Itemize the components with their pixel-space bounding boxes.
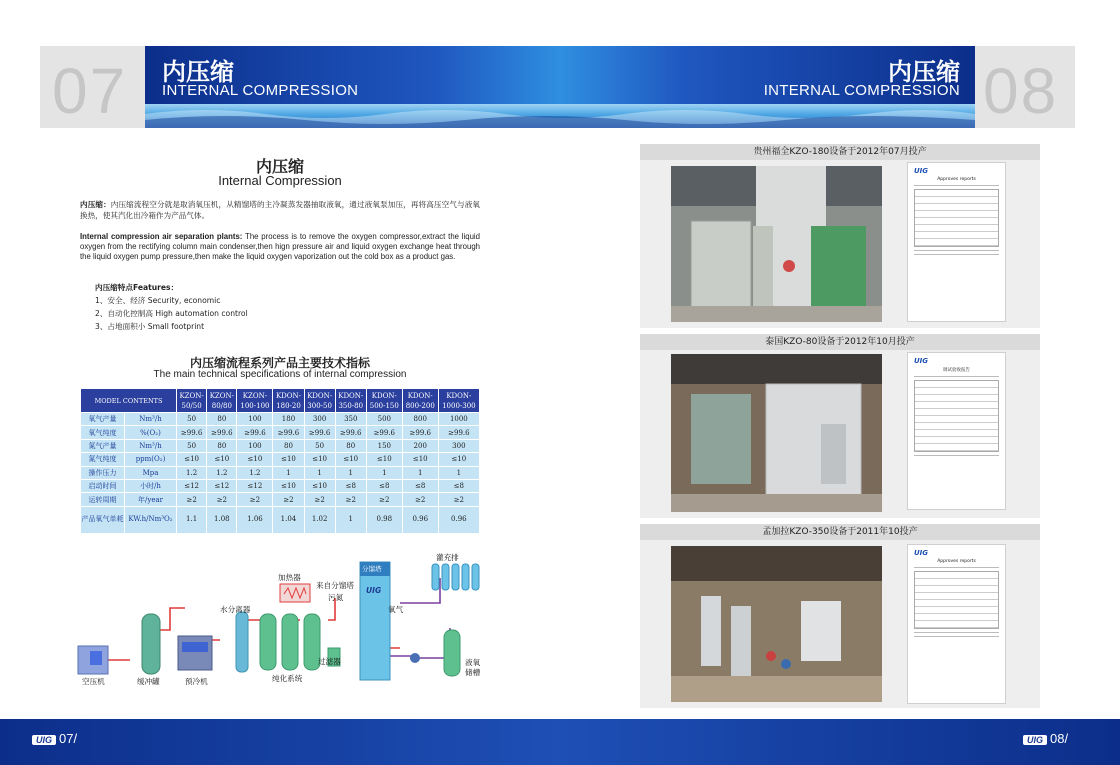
row-unit: %(O₂)	[125, 426, 177, 439]
table-cell: 80	[335, 439, 366, 452]
flow-label-oxygen: 氧气	[388, 605, 404, 614]
flow-label-water-separator: 水分离器	[220, 605, 251, 614]
table-cell: ≤10	[273, 479, 304, 492]
table-cell: 1	[273, 466, 304, 479]
spec-header-model: KDON- 800-200	[402, 389, 438, 413]
features-title: 内压缩特点Features：	[95, 283, 179, 292]
spec-header-model: KDON- 350-80	[335, 389, 366, 413]
table-cell: ≤10	[438, 453, 479, 466]
intro-text-en: The process is to remove the oxygen compressor,extract the liquid oxygen from the rectifying column main condenser,then hign pressure air and liquid oxygen exchange heat through the liquid oxygen pump pressure,then make the liquid oxygen vaporization out the cold box as a product gas.	[80, 232, 480, 261]
spec-header-model: KZON- 80/80	[207, 389, 237, 413]
table-cell: 1.08	[207, 506, 237, 533]
flow-label-filling-rack: 灌充排	[436, 553, 459, 562]
table-cell: 80	[273, 439, 304, 452]
approval-report-1	[907, 162, 1006, 322]
table-cell: ≥99.6	[304, 426, 335, 439]
row-label: 氮气产量	[81, 439, 125, 452]
row-unit: Mpa	[125, 466, 177, 479]
flow-label-purifier: 纯化系统	[272, 674, 303, 683]
flow-label-from-column: 来自分馏塔	[316, 581, 354, 590]
approval-report-3	[907, 544, 1006, 704]
page-number-large-right: 08	[983, 55, 1059, 127]
table-cell: ≥99.6	[207, 426, 237, 439]
cert-logo: UIG	[914, 357, 929, 365]
table-cell: 100	[237, 439, 273, 452]
table-row	[81, 453, 480, 466]
table-cell: 1	[438, 466, 479, 479]
flow-label-buffer-tank: 缓冲罐	[137, 677, 160, 686]
table-cell: 300	[438, 439, 479, 452]
footer-page-left: 07/	[59, 731, 78, 746]
table-cell: 1000	[438, 413, 479, 426]
footer-right	[1023, 731, 1068, 746]
spec-title-zh: 内压缩流程系列产品主要技术指标	[189, 356, 370, 370]
row-label: 氮气纯度	[81, 453, 125, 466]
footer-logo-right: UIG	[1023, 735, 1047, 745]
header-title-zh-right: 内压缩	[888, 58, 960, 86]
table-cell: ≤8	[366, 479, 402, 492]
footer-logo-left: UIG	[32, 735, 56, 745]
table-cell: 1.06	[237, 506, 273, 533]
table-cell: 1	[402, 466, 438, 479]
row-unit: KW.h/Nm³O₂	[125, 506, 177, 533]
spec-table	[80, 388, 480, 534]
table-cell: ≤10	[304, 479, 335, 492]
table-cell: ≤8	[335, 479, 366, 492]
table-cell: ≥2	[438, 493, 479, 506]
process-flow-diagram	[70, 548, 490, 698]
spec-table-header-row	[81, 389, 480, 413]
table-row	[81, 413, 480, 426]
table-cell: ≤12	[177, 479, 207, 492]
table-cell: ≤10	[207, 453, 237, 466]
table-cell: 300	[304, 413, 335, 426]
page-number-box-right	[975, 46, 1075, 128]
flow-label-filter: 过滤器	[318, 657, 341, 666]
spec-header-model: KZON- 50/50	[177, 389, 207, 413]
table-cell: 1.2	[207, 466, 237, 479]
table-cell: ≥99.6	[366, 426, 402, 439]
table-cell: ≤8	[402, 479, 438, 492]
table-cell: ≥99.6	[402, 426, 438, 439]
spec-title-en: The main technical specifications of internal compression	[153, 369, 407, 380]
row-unit: 小时/h	[125, 479, 177, 492]
table-cell: ≥2	[207, 493, 237, 506]
table-cell: 350	[335, 413, 366, 426]
header-title-en-left: INTERNAL COMPRESSION	[162, 82, 359, 99]
footer-left	[32, 731, 77, 746]
spec-header-model: KDON- 180-20	[273, 389, 304, 413]
column-logo: UIG	[366, 586, 382, 595]
table-cell: 50	[177, 413, 207, 426]
table-cell: 80	[207, 439, 237, 452]
table-cell: 100	[237, 413, 273, 426]
table-row	[81, 493, 480, 506]
row-label: 启动时间	[81, 479, 125, 492]
cert-logo: UIG	[914, 167, 929, 175]
section-title-zh: 内压缩	[255, 157, 304, 176]
project-panel-thailand	[640, 334, 1040, 518]
table-cell: 80	[207, 413, 237, 426]
table-row	[81, 466, 480, 479]
table-cell: 150	[366, 439, 402, 452]
table-cell: ≤8	[438, 479, 479, 492]
table-cell: 1	[335, 466, 366, 479]
table-cell: 1	[366, 466, 402, 479]
table-cell: 0.96	[402, 506, 438, 533]
cert-title: Approves reports	[937, 177, 976, 182]
table-cell: ≥2	[273, 493, 304, 506]
row-label: 运转周期	[81, 493, 125, 506]
feature-item: 1、安全、经济 Security, economic	[95, 296, 221, 305]
project-photo-guizhou	[671, 166, 882, 322]
table-cell: 1.04	[273, 506, 304, 533]
table-cell: 1.2	[237, 466, 273, 479]
table-cell: ≤10	[177, 453, 207, 466]
intro-paragraph-zh	[80, 199, 480, 221]
table-cell: ≥99.6	[273, 426, 304, 439]
spec-header-model: KZON- 100-100	[237, 389, 273, 413]
table-cell: 0.98	[366, 506, 402, 533]
table-row	[81, 426, 480, 439]
header-wave-image	[145, 104, 975, 128]
table-cell: 1.02	[304, 506, 335, 533]
row-label: 操作压力	[81, 466, 125, 479]
table-cell: ≤10	[402, 453, 438, 466]
spec-header-model-contents: MODEL CONTENTS	[81, 389, 177, 413]
project-panel-bangladesh	[640, 524, 1040, 708]
row-label: 氧气产量	[81, 413, 125, 426]
cert-logo: UIG	[914, 549, 929, 557]
table-cell: ≥99.6	[177, 426, 207, 439]
header-title-zh-left: 内压缩	[162, 58, 234, 86]
row-unit: Nm³/h	[125, 413, 177, 426]
table-row	[81, 439, 480, 452]
section-title-en: Internal Compression	[218, 173, 342, 188]
cert-title: 调试验收报告	[943, 368, 970, 373]
table-cell: ≥2	[237, 493, 273, 506]
flow-label-heater: 加热器	[278, 573, 301, 582]
table-cell: 1.1	[177, 506, 207, 533]
table-cell: ≤10	[304, 453, 335, 466]
row-unit: 年/year	[125, 493, 177, 506]
intro-text-zh: 内压缩流程空分就是取消氧压机，从精馏塔的主冷凝蒸发器抽取液氧，通过液氧泵加压，再将高压空气与液氧换热，使其汽化出冷箱作为产品气体。	[80, 200, 480, 220]
spec-header-model: KDON- 300-50	[304, 389, 335, 413]
table-cell: ≥2	[177, 493, 207, 506]
table-cell: ≥2	[402, 493, 438, 506]
flow-label-air-compressor: 空压机	[82, 677, 105, 686]
table-cell: ≤12	[237, 479, 273, 492]
page-number-box-left	[40, 46, 145, 128]
table-cell: ≥2	[335, 493, 366, 506]
header-title-en-right: INTERNAL COMPRESSION	[763, 82, 960, 99]
table-cell: ≥99.6	[335, 426, 366, 439]
project-photo-thailand	[671, 354, 882, 512]
table-cell: 180	[273, 413, 304, 426]
table-cell: ≥99.6	[237, 426, 273, 439]
feature-item: 3、占地面积小 Small footprint	[95, 322, 205, 331]
table-row	[81, 479, 480, 492]
row-unit: Nm³/h	[125, 439, 177, 452]
table-cell: 1	[335, 506, 366, 533]
table-cell: ≤10	[335, 453, 366, 466]
feature-item: 2、自动化控制高 High automation control	[95, 309, 248, 318]
intro-paragraph-en	[80, 232, 480, 262]
table-cell: 50	[304, 439, 335, 452]
intro-label-en: Internal compression air separation plants:	[80, 232, 243, 241]
table-cell: ≤10	[237, 453, 273, 466]
row-label: 氧气纯度	[81, 426, 125, 439]
table-cell: 500	[366, 413, 402, 426]
panel-caption: 孟加拉KZO-350设备于2011年10投产	[640, 524, 1040, 540]
flow-label-precooler: 预冷机	[185, 677, 208, 686]
spec-header-model: KDON- 1000-300	[438, 389, 479, 413]
page-number-large-left: 07	[52, 55, 128, 127]
footer-page-right: 08/	[1050, 731, 1069, 746]
project-photo-bangladesh	[671, 546, 882, 702]
project-panel-guizhou	[640, 144, 1040, 328]
flow-label-liquid-oxygen-tank: 液氧储槽	[465, 658, 481, 677]
table-cell: ≥2	[304, 493, 335, 506]
approval-report-2	[907, 352, 1006, 510]
table-cell: ≥99.6	[438, 426, 479, 439]
table-cell: 200	[402, 439, 438, 452]
table-cell: ≤12	[207, 479, 237, 492]
panel-caption: 贵州福全KZO-180设备于2012年07月投产	[640, 144, 1040, 160]
table-row	[81, 506, 480, 533]
footer-band	[0, 719, 1120, 765]
flow-label-waste-nitrogen: 污氮	[328, 593, 344, 602]
spec-header-model: KDON- 500-150	[366, 389, 402, 413]
table-cell: 1.2	[177, 466, 207, 479]
intro-label-zh: 内压缩：	[80, 200, 111, 209]
table-cell: ≥2	[366, 493, 402, 506]
table-cell: 800	[402, 413, 438, 426]
table-cell: 1	[304, 466, 335, 479]
panel-caption: 泰国KZO-80设备于2012年10月投产	[640, 334, 1040, 350]
table-cell: 0.96	[438, 506, 479, 533]
table-cell: ≤10	[366, 453, 402, 466]
flow-label-column: 分馏塔	[362, 565, 382, 573]
row-label: 产品氧气单耗	[81, 506, 125, 533]
table-cell: 50	[177, 439, 207, 452]
table-cell: ≤10	[273, 453, 304, 466]
cert-title: Approves reports	[937, 559, 976, 564]
row-unit: ppm(O₂)	[125, 453, 177, 466]
